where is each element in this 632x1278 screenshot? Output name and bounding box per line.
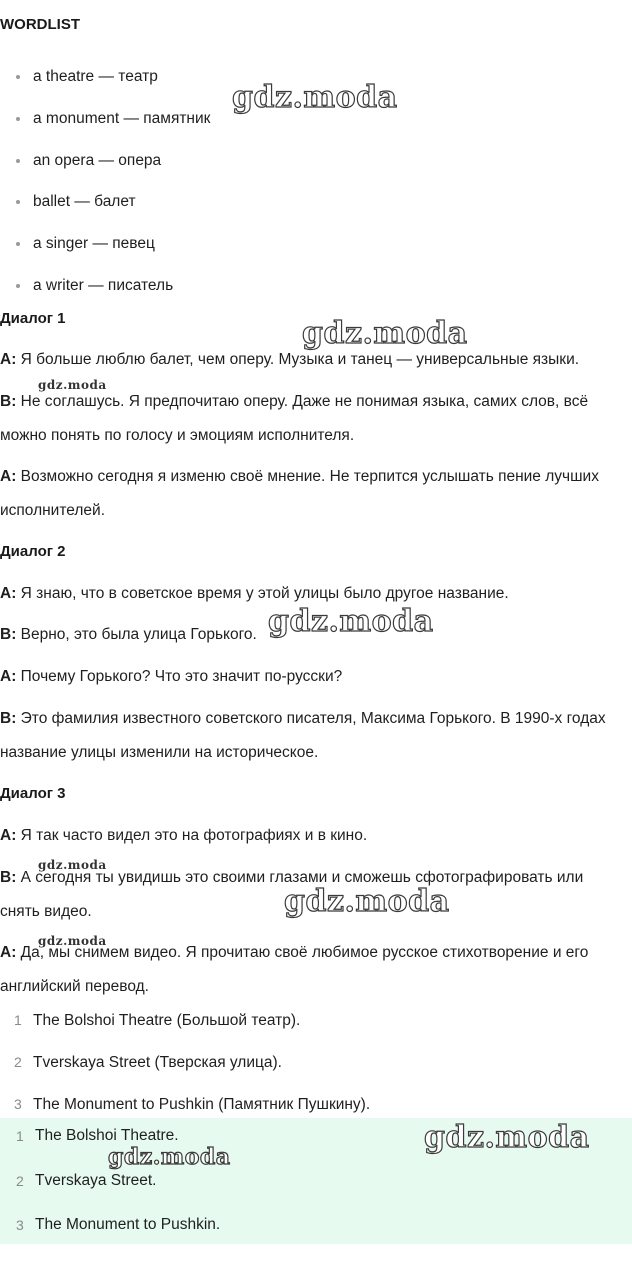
dialog-line: A: Да, мы снимем видео. Я прочитаю своё любимое русское стихотворение и его английский перевод. <box>0 944 589 995</box>
watermark: gdz.moda <box>302 316 468 351</box>
dialog3-title: Диалог 3 <box>0 785 66 802</box>
watermark: gdz.moda <box>38 934 107 948</box>
dialog-line: A: Почему Горького? Что это значит по-русски? <box>0 668 343 685</box>
dialog-line: A: Я больше люблю балет, чем оперу. Музыка и танец — универсальные языки. <box>0 351 580 368</box>
list-item: 1 The Bolshoi Theatre (Большой театр). <box>14 1012 301 1029</box>
dialog-line: B: А сегодня ты увидишь это своими глазами и сможешь сфотографировать или снять видео. <box>0 869 584 920</box>
list-item: 1 The Bolshoi Theatre. <box>16 1127 179 1144</box>
dialog-line: A: Я так часто видел это на фотографиях и в кино. <box>0 827 368 844</box>
bullet-icon <box>16 284 20 288</box>
list-item: 2 Tverskaya Street. <box>16 1171 157 1189</box>
watermark: gdz.moda <box>38 378 107 392</box>
list-item: a monument — памятник <box>0 98 632 140</box>
places-list <box>0 1000 632 1125</box>
watermark: gdz.moda <box>268 604 434 639</box>
dialog1-title: Диалог 1 <box>0 310 66 327</box>
dialog-line: A: Возможно сегодня я изменю своё мнение. Не терпится услышать пение лучших исполнителей. <box>0 468 599 519</box>
dialog2-title: Диалог 2 <box>0 543 66 560</box>
dialog-line: B: Это фамилия известного советского писателя, Максима Горького. В 1990-х годах название улицы изменили на историческое. <box>0 710 606 761</box>
list-item: a theatre — театр <box>0 56 632 98</box>
bullet-icon <box>16 159 20 163</box>
watermark: gdz.moda <box>38 858 107 872</box>
list-item: 3 The Monument to Pushkin (Памятник Пушкину). <box>14 1095 371 1113</box>
watermark: gdz.moda <box>108 1144 231 1170</box>
watermark: gdz.moda <box>424 1120 590 1155</box>
bullet-icon <box>16 117 20 121</box>
list-item: a singer — певец <box>0 223 632 265</box>
dialog-line: B: Не соглашусь. Я предпочитаю оперу. Даже не понимая языка, самих слов, всё можно понять по голосу и эмоциям исполнителя. <box>0 393 589 444</box>
bullet-icon <box>16 75 20 79</box>
watermark: gdz.moda <box>284 884 450 919</box>
bullet-icon <box>16 200 20 204</box>
list-item: 3 The Monument to Pushkin. <box>16 1216 221 1234</box>
bullet-icon <box>16 242 20 246</box>
watermark: gdz.moda <box>232 80 398 115</box>
list-item: ballet — балет <box>0 181 632 223</box>
dialog-line: B: Верно, это была улица Горького. <box>0 626 257 643</box>
list-item: an opera — опера <box>0 140 632 182</box>
list-item: a writer — писатель <box>0 265 632 307</box>
wordlist-title: WORDLIST <box>0 16 80 33</box>
list-item: 2 Tverskaya Street (Тверская улица). <box>14 1053 282 1071</box>
dialog-line: A: Я знаю, что в советское время у этой улицы было другое название. <box>0 585 509 602</box>
